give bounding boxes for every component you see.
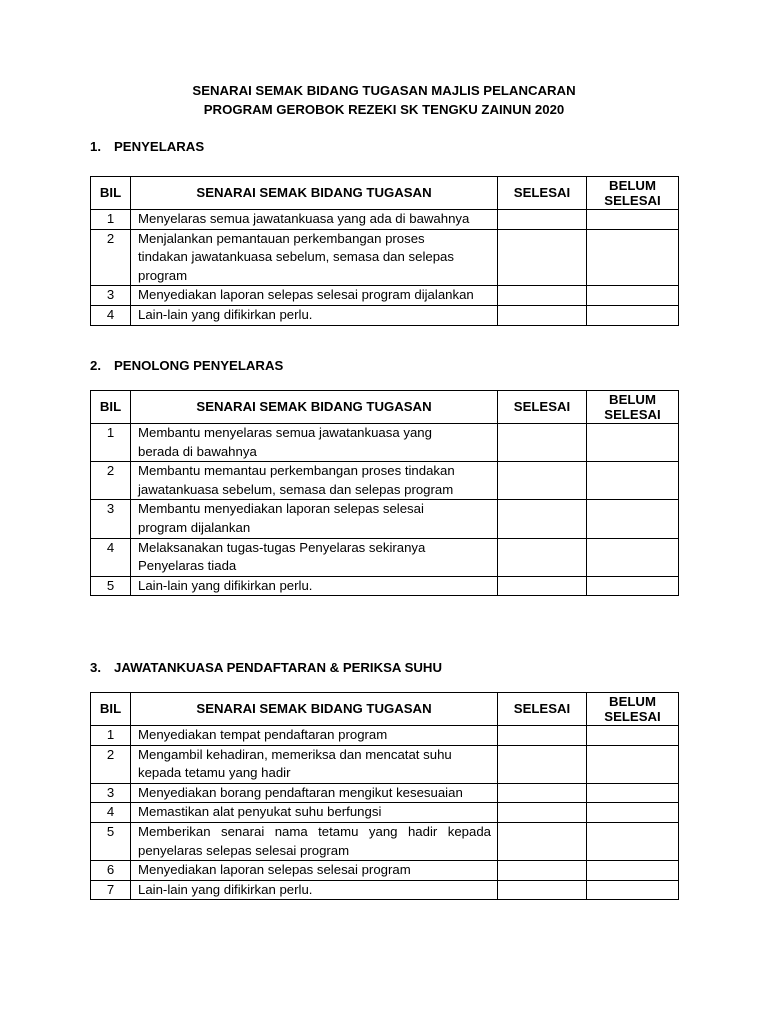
header-task: SENARAI SEMAK BIDANG TUGASAN	[131, 177, 498, 210]
not-done-checkbox-cell[interactable]	[587, 538, 679, 576]
task-description	[131, 500, 498, 538]
task-line: Penyelaras tiada	[138, 558, 237, 574]
table-row	[91, 305, 679, 325]
task-line: Mengambil kehadiran, memeriksa dan mencatat suhu	[138, 746, 452, 762]
title-line-2: PROGRAM GEROBOK REZEKI SK TENGKU ZAINUN 2020	[203, 101, 565, 117]
not-done-checkbox-cell[interactable]	[587, 576, 679, 596]
table-row	[91, 880, 679, 900]
title-line-1: SENARAI SEMAK BIDANG TUGASAN MAJLIS PELANCARAN	[192, 83, 576, 98]
task-line: Membantu menyediakan laporan selepas selesai	[138, 501, 424, 517]
task-line: Memberikan senarai nama tetamu yang hadir kepada	[138, 823, 491, 839]
table-body	[91, 210, 679, 326]
task-description	[131, 462, 498, 500]
task-line: Menyediakan laporan selepas selesai program dijalankan	[138, 287, 474, 303]
header-not-done-line-2: SELESAI	[604, 193, 661, 208]
table-row	[91, 745, 679, 783]
row-number: 4	[91, 538, 131, 576]
section-3-heading	[90, 660, 442, 675]
table-header-row	[91, 391, 679, 424]
not-done-checkbox-cell[interactable]	[587, 462, 679, 500]
section-title: JAWATANKUASA PENDAFTARAN & PERIKSA SUHU	[114, 660, 442, 675]
task-description	[131, 305, 498, 325]
row-number: 2	[91, 745, 131, 783]
header-not-done	[587, 693, 679, 726]
task-line: program dijalankan	[138, 519, 251, 535]
table-body	[91, 726, 679, 900]
done-checkbox-cell[interactable]	[498, 305, 587, 325]
task-description	[131, 745, 498, 783]
task-line: Menyediakan borang pendaftaran mengikut kesesuaian	[138, 784, 463, 800]
section-2-heading	[90, 358, 283, 373]
not-done-checkbox-cell[interactable]	[587, 210, 679, 230]
row-number: 2	[91, 229, 131, 286]
row-number: 1	[91, 210, 131, 230]
not-done-checkbox-cell[interactable]	[587, 861, 679, 881]
not-done-checkbox-cell[interactable]	[587, 822, 679, 860]
table-row	[91, 803, 679, 823]
table-row	[91, 822, 679, 860]
task-line: Membantu memantau perkembangan proses tindakan	[138, 463, 455, 479]
task-line: Menyediakan tempat pendaftaran program	[138, 727, 388, 742]
table-row	[91, 726, 679, 746]
task-description	[131, 576, 498, 596]
task-line: tindakan jawatankuasa sebelum, semasa dan selepas	[138, 249, 454, 265]
task-line: Membantu menyelaras semua jawatankuasa yang	[138, 425, 432, 440]
task-description	[131, 538, 498, 576]
header-not-done-line-1: BELUM	[609, 693, 656, 709]
task-line: program	[138, 267, 188, 283]
row-number: 4	[91, 803, 131, 823]
task-description	[131, 783, 498, 803]
task-description	[131, 726, 498, 746]
header-bil: BIL	[91, 391, 131, 424]
document-title	[0, 82, 768, 119]
header-not-done-line-1: BELUM	[609, 177, 656, 193]
task-description	[131, 861, 498, 881]
header-done: SELESAI	[498, 391, 587, 424]
row-number: 6	[91, 861, 131, 881]
not-done-checkbox-cell[interactable]	[587, 424, 679, 462]
section-1-table	[90, 176, 679, 326]
not-done-checkbox-cell[interactable]	[587, 305, 679, 325]
done-checkbox-cell[interactable]	[498, 286, 587, 306]
row-number: 5	[91, 822, 131, 860]
table-row	[91, 538, 679, 576]
done-checkbox-cell[interactable]	[498, 229, 587, 286]
task-line: penyelaras selepas selesai program	[138, 842, 350, 858]
header-not-done-line-2: SELESAI	[604, 407, 661, 422]
not-done-checkbox-cell[interactable]	[587, 500, 679, 538]
table-row	[91, 462, 679, 500]
not-done-checkbox-cell[interactable]	[587, 783, 679, 803]
task-line: Lain-lain yang difikirkan perlu.	[138, 881, 313, 897]
row-number: 1	[91, 424, 131, 462]
table-row	[91, 500, 679, 538]
done-checkbox-cell[interactable]	[498, 726, 587, 746]
table-header-row	[91, 693, 679, 726]
task-line: Lain-lain yang difikirkan perlu.	[138, 577, 313, 593]
header-done: SELESAI	[498, 693, 587, 726]
not-done-checkbox-cell[interactable]	[587, 726, 679, 746]
header-not-done	[587, 391, 679, 424]
task-description	[131, 286, 498, 306]
done-checkbox-cell[interactable]	[498, 210, 587, 230]
task-line: Melaksanakan tugas-tugas Penyelaras sekiranya	[138, 539, 426, 555]
task-description	[131, 229, 498, 286]
section-number: 1.	[90, 139, 101, 154]
row-number: 7	[91, 880, 131, 900]
task-description	[131, 424, 498, 462]
task-description	[131, 822, 498, 860]
task-line: Menjalankan pemantauan perkembangan proses	[138, 230, 425, 246]
table-row	[91, 861, 679, 881]
task-description	[131, 210, 498, 230]
done-checkbox-cell[interactable]	[498, 462, 587, 500]
done-checkbox-cell[interactable]	[498, 803, 587, 823]
task-line: Menyediakan laporan selepas selesai program	[138, 862, 411, 878]
section-title: PENOLONG PENYELARAS	[114, 358, 284, 373]
done-checkbox-cell[interactable]	[498, 783, 587, 803]
row-number: 3	[91, 500, 131, 538]
section-number: 3.	[90, 660, 101, 675]
not-done-checkbox-cell[interactable]	[587, 286, 679, 306]
section-2-table	[90, 390, 679, 596]
table-row	[91, 229, 679, 286]
row-number: 2	[91, 462, 131, 500]
done-checkbox-cell[interactable]	[498, 424, 587, 462]
section-3-table	[90, 692, 679, 900]
not-done-checkbox-cell[interactable]	[587, 880, 679, 900]
done-checkbox-cell[interactable]	[498, 538, 587, 576]
done-checkbox-cell[interactable]	[498, 880, 587, 900]
row-number: 3	[91, 783, 131, 803]
done-checkbox-cell[interactable]	[498, 822, 587, 860]
row-number: 3	[91, 286, 131, 306]
table-row	[91, 783, 679, 803]
section-title: PENYELARAS	[114, 139, 205, 154]
done-checkbox-cell[interactable]	[498, 576, 587, 596]
section-number: 2.	[90, 358, 101, 373]
task-line: berada di bawahnya	[138, 443, 257, 459]
header-not-done-line-1: BELUM	[609, 391, 656, 407]
header-done: SELESAI	[498, 177, 587, 210]
not-done-checkbox-cell[interactable]	[587, 803, 679, 823]
header-not-done-line-2: SELESAI	[604, 709, 661, 724]
task-line: Lain-lain yang difikirkan perlu.	[138, 306, 313, 322]
row-number: 1	[91, 726, 131, 746]
header-bil: BIL	[91, 693, 131, 726]
row-number: 4	[91, 305, 131, 325]
not-done-checkbox-cell[interactable]	[587, 229, 679, 286]
header-not-done	[587, 177, 679, 210]
done-checkbox-cell[interactable]	[498, 745, 587, 783]
header-task: SENARAI SEMAK BIDANG TUGASAN	[131, 391, 498, 424]
task-description	[131, 880, 498, 900]
section-1-heading	[90, 139, 204, 154]
task-line: jawatankuasa sebelum, semasa dan selepas program	[138, 481, 454, 497]
task-line: Menyelaras semua jawatankuasa yang ada di bawahnya	[138, 211, 470, 226]
header-bil: BIL	[91, 177, 131, 210]
task-line: kepada tetamu yang hadir	[138, 765, 291, 781]
header-task: SENARAI SEMAK BIDANG TUGASAN	[131, 693, 498, 726]
not-done-checkbox-cell[interactable]	[587, 745, 679, 783]
table-body	[91, 424, 679, 596]
table-row	[91, 424, 679, 462]
row-number: 5	[91, 576, 131, 596]
done-checkbox-cell[interactable]	[498, 861, 587, 881]
table-row	[91, 210, 679, 230]
task-line: Memastikan alat penyukat suhu berfungsi	[138, 804, 382, 820]
task-description	[131, 803, 498, 823]
table-row	[91, 286, 679, 306]
done-checkbox-cell[interactable]	[498, 500, 587, 538]
table-header-row	[91, 177, 679, 210]
table-row	[91, 576, 679, 596]
